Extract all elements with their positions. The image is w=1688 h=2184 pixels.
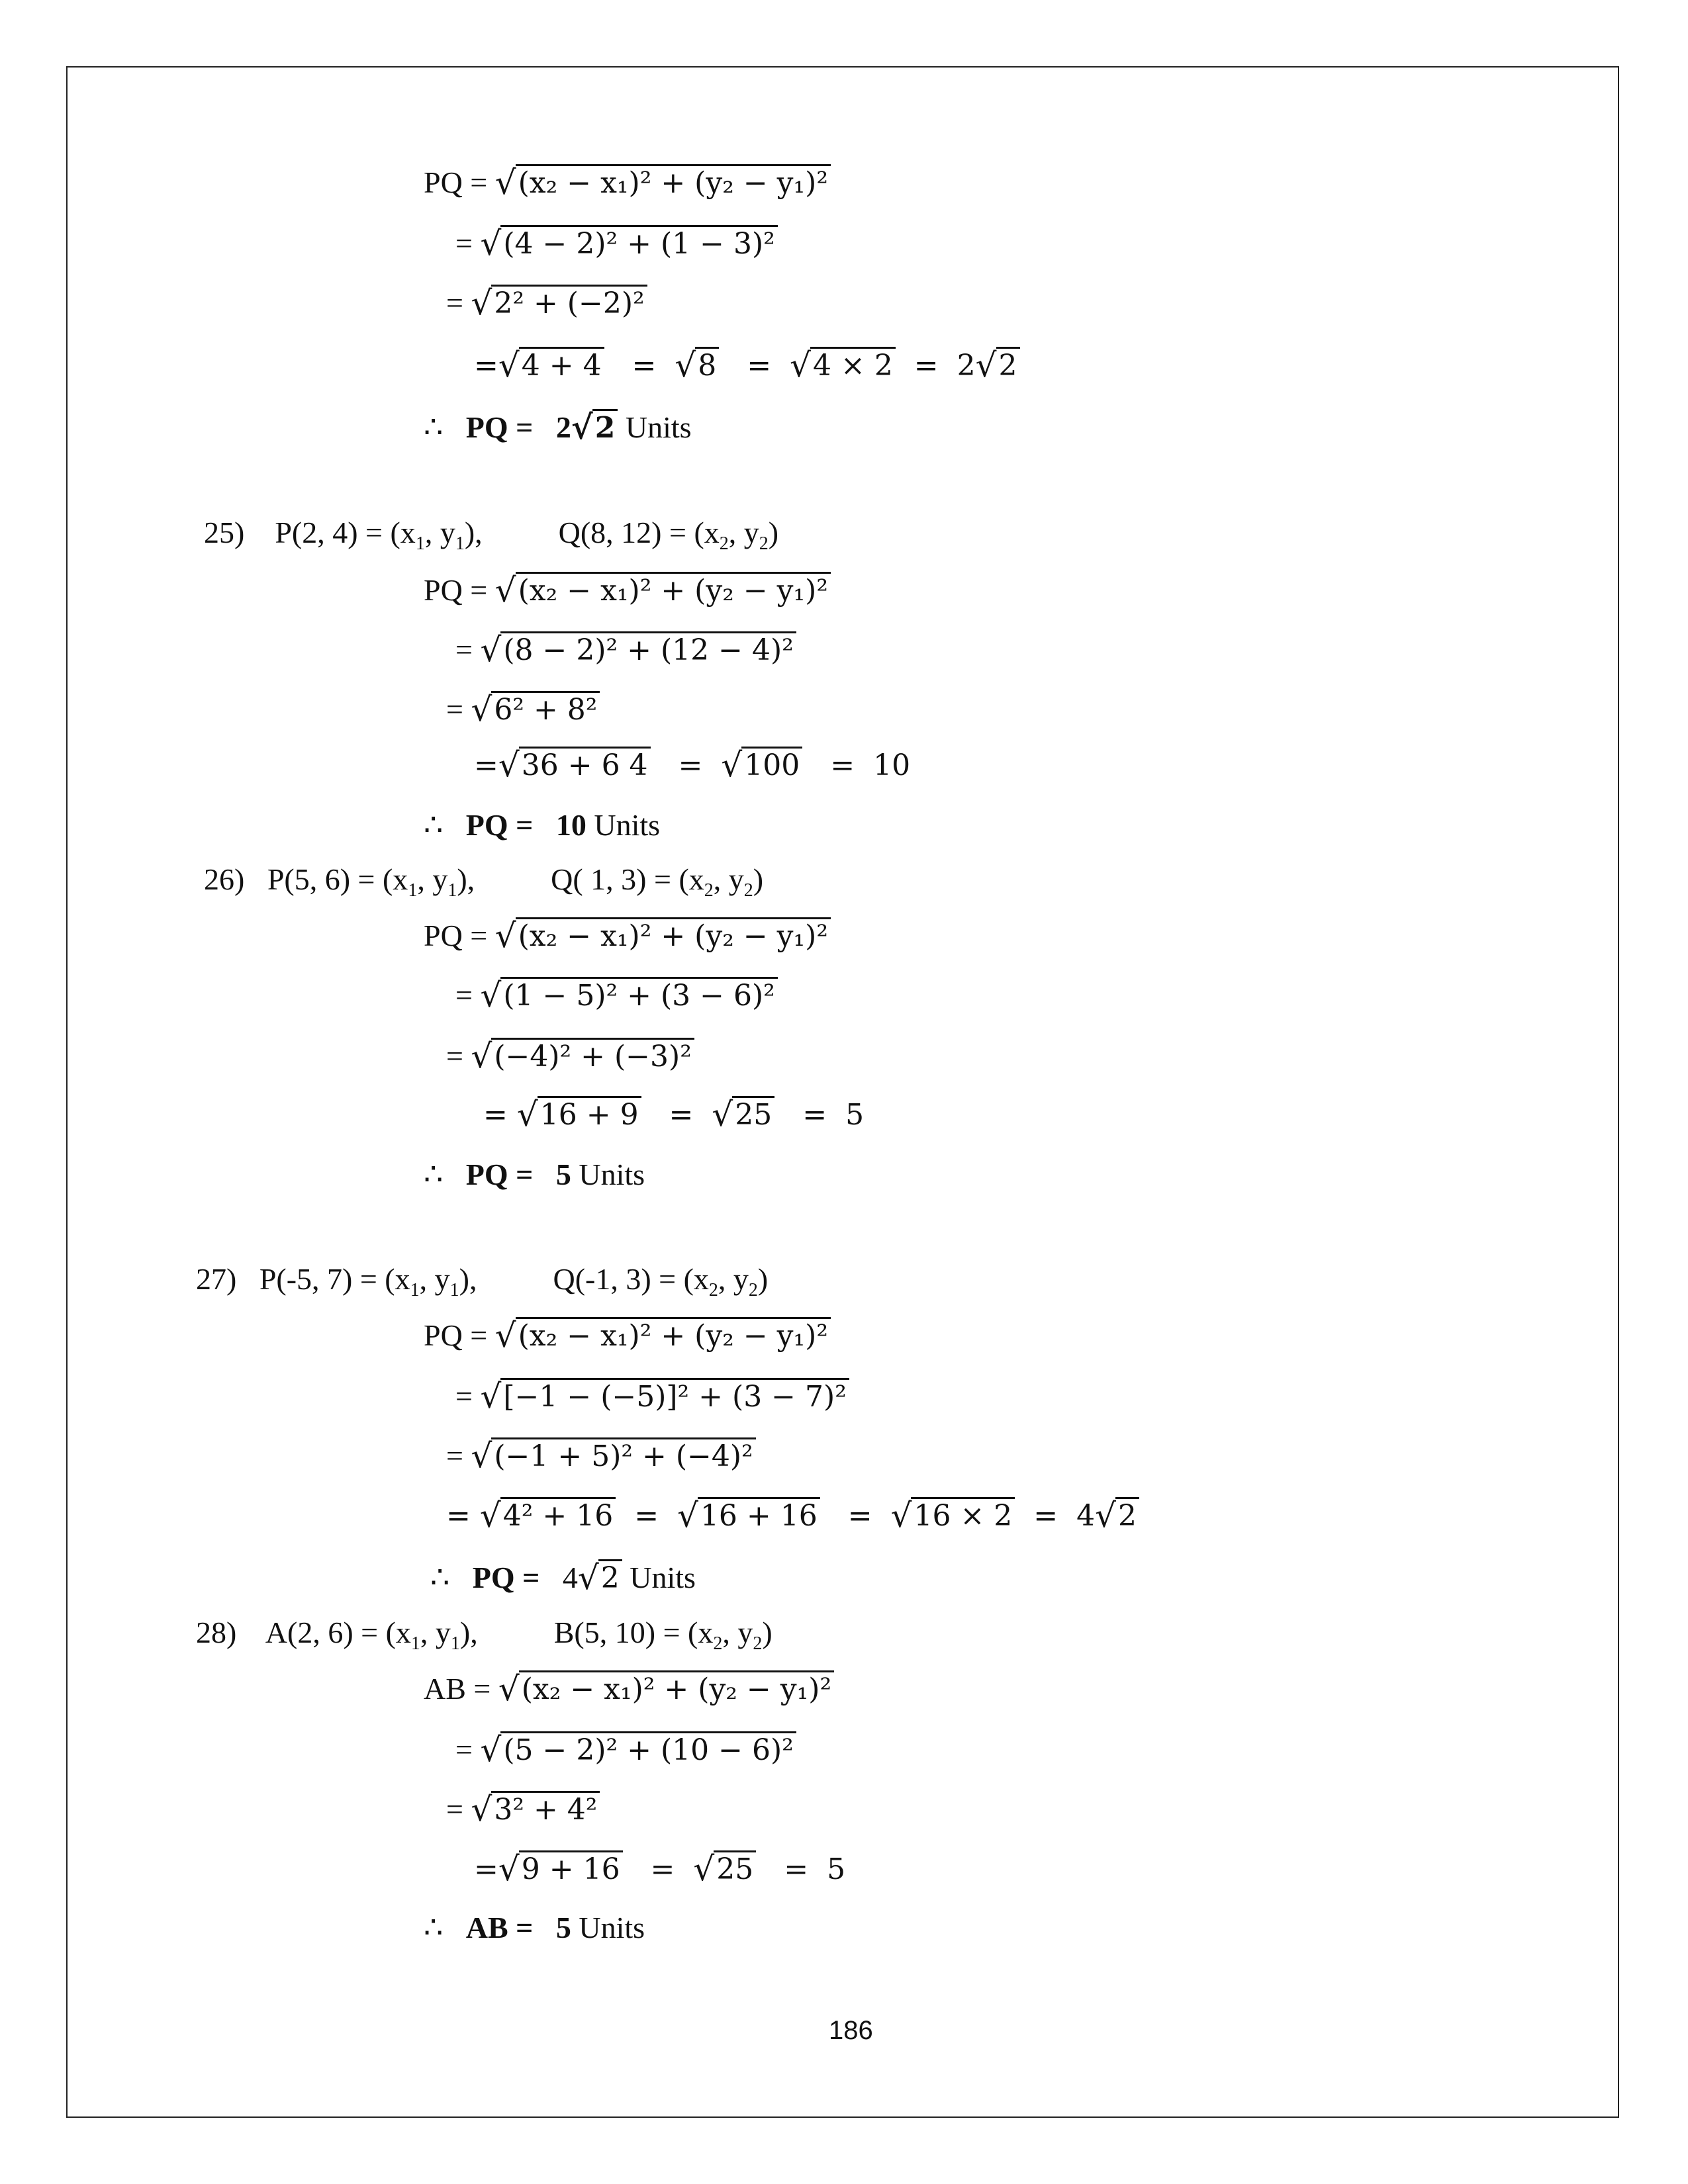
result-label: PQ = xyxy=(465,1158,534,1191)
radical: √25 xyxy=(693,1850,756,1886)
equals-sign: = xyxy=(446,692,463,726)
point-q: Q( 1, 3) = (x xyxy=(551,862,704,896)
equals-sign: = xyxy=(784,1852,809,1886)
radical: √8 xyxy=(675,347,719,382)
q28-result xyxy=(424,1913,645,1943)
therefore-symbol: ∴ xyxy=(424,808,444,842)
radical: √2 xyxy=(1095,1497,1139,1532)
q25-header xyxy=(204,518,778,553)
therefore-symbol: ∴ xyxy=(424,1158,444,1191)
sub: 2 xyxy=(719,533,729,555)
result-value: 5 xyxy=(555,1158,571,1191)
sub: 1 xyxy=(450,1633,460,1655)
result-label: PQ = xyxy=(465,410,534,444)
coefficient: 2 xyxy=(555,410,571,444)
point-q-end: ) xyxy=(768,516,779,549)
q27-header xyxy=(196,1264,768,1300)
equals-sign: = xyxy=(650,1852,675,1886)
point-q-mid: , y xyxy=(728,516,759,549)
point-q-mid: , y xyxy=(713,862,744,896)
top-line-2 xyxy=(455,224,778,263)
equals-sign: = xyxy=(446,1439,463,1473)
lhs: AB = xyxy=(424,1672,491,1706)
q26-line-4 xyxy=(483,1095,865,1134)
units-label: Units xyxy=(594,808,661,842)
value: 10 xyxy=(873,749,911,782)
question-number: 27) xyxy=(196,1262,237,1296)
therefore-symbol: ∴ xyxy=(430,1561,450,1594)
top-line-4 xyxy=(474,346,1020,385)
sub: 2 xyxy=(708,1280,718,1301)
radical: √16 × 2 xyxy=(891,1497,1015,1532)
q25-line-1 xyxy=(424,571,831,610)
equals-sign: = xyxy=(474,749,498,782)
point-a: A(2, 6) = (x xyxy=(265,1615,411,1649)
coefficient: 2 xyxy=(957,349,976,383)
point-b-mid: , y xyxy=(722,1615,753,1649)
point-p-end: ), xyxy=(459,1262,477,1296)
point-b-end: ) xyxy=(762,1615,773,1649)
sub: 1 xyxy=(410,1633,420,1655)
equals-sign: = xyxy=(634,1499,659,1533)
lhs: PQ = xyxy=(424,573,488,607)
units-label: Units xyxy=(630,1561,696,1594)
sub: 2 xyxy=(743,880,753,901)
radical: √(−1 + 5)² + (−4)² xyxy=(471,1437,755,1473)
radical: √(x₂ − x₁)² + (y₂ − y₁)² xyxy=(495,164,831,199)
point-q-mid: , y xyxy=(718,1262,749,1296)
therefore-symbol: ∴ xyxy=(424,410,444,444)
equals-sign: = xyxy=(632,349,657,383)
q28-line-3 xyxy=(446,1790,600,1829)
equals-sign: = xyxy=(847,1499,872,1533)
point-b: B(5, 10) = (x xyxy=(553,1615,714,1649)
coefficient: 4 xyxy=(1076,1499,1096,1533)
radical: √(−4)² + (−3)² xyxy=(471,1038,694,1073)
radical: √2² + (−2)² xyxy=(471,285,647,320)
question-number: 28) xyxy=(196,1615,237,1649)
q26-result xyxy=(424,1160,645,1190)
equals-sign: = xyxy=(446,1039,463,1073)
radical: √4² + 16 xyxy=(480,1497,616,1532)
point-p: P(-5, 7) = (x xyxy=(259,1262,410,1296)
q25-line-4 xyxy=(474,747,910,782)
radical: √36 + 6 4 xyxy=(498,747,651,782)
radical: √(5 − 2)² + (10 − 6)² xyxy=(480,1731,796,1766)
point-p: P(5, 6) = (x xyxy=(267,862,408,896)
q27-line-3 xyxy=(446,1437,756,1473)
radical: √2 xyxy=(571,409,618,444)
q27-line-4 xyxy=(446,1496,1139,1535)
point-q: Q(8, 12) = (x xyxy=(558,516,720,549)
point-p-mid: , y xyxy=(417,862,448,896)
q28-line-4 xyxy=(474,1850,845,1886)
page-number: 186 xyxy=(829,2016,873,2045)
radical: √2 xyxy=(976,347,1020,382)
top-result xyxy=(424,408,692,447)
question-number: 26) xyxy=(204,862,245,896)
equals-sign: = xyxy=(474,349,498,383)
radical: √(x₂ − x₁)² + (y₂ − y₁)² xyxy=(495,917,831,952)
result-label: AB = xyxy=(465,1911,534,1944)
q28-line-2 xyxy=(455,1731,796,1769)
q25-line-3 xyxy=(446,690,600,729)
lhs: PQ = xyxy=(424,1318,488,1352)
q25-line-2 xyxy=(455,631,796,669)
equals-sign: = xyxy=(669,1098,694,1132)
q27-result xyxy=(430,1559,696,1597)
radical: √9 + 16 xyxy=(498,1850,623,1886)
sub: 1 xyxy=(408,880,418,901)
lhs: PQ = xyxy=(424,919,488,952)
equals-sign: = xyxy=(1033,1499,1058,1533)
sub: 1 xyxy=(449,1280,459,1301)
point-a-mid: , y xyxy=(420,1615,451,1649)
sub: 1 xyxy=(410,1280,420,1301)
equals-sign: = xyxy=(455,226,473,260)
q25-result xyxy=(424,810,660,841)
equals-sign: = xyxy=(446,286,463,320)
equals-sign: = xyxy=(474,1852,498,1886)
equals-sign: = xyxy=(455,1733,473,1766)
point-q-end: ) xyxy=(757,1262,769,1296)
equals-sign: = xyxy=(914,349,939,383)
value: 5 xyxy=(845,1098,865,1132)
radical: √2 xyxy=(578,1559,622,1594)
radical: √16 + 9 xyxy=(517,1096,641,1131)
equals-sign: = xyxy=(455,633,473,666)
sub: 2 xyxy=(759,533,769,555)
sub: 2 xyxy=(713,1633,723,1655)
result-label: PQ = xyxy=(472,1561,540,1594)
units-label: Units xyxy=(579,1158,645,1191)
equals-sign: = xyxy=(455,978,473,1012)
point-p: P(2, 4) = (x xyxy=(275,516,416,549)
point-p-mid: , y xyxy=(424,516,455,549)
lhs: PQ = xyxy=(424,165,488,199)
radical: √(8 − 2)² + (12 − 4)² xyxy=(480,631,796,666)
coefficient: 4 xyxy=(562,1561,578,1594)
point-p-end: ), xyxy=(457,862,475,896)
q28-header xyxy=(196,1617,773,1653)
therefore-symbol: ∴ xyxy=(424,1911,444,1944)
units-label: Units xyxy=(625,410,692,444)
q26-line-1 xyxy=(424,917,831,955)
equals-sign: = xyxy=(678,749,703,782)
radical: √25 xyxy=(712,1096,774,1131)
radical: √[−1 − (−5)]² + (3 − 7)² xyxy=(480,1378,849,1413)
sub: 2 xyxy=(753,1633,763,1655)
sub: 1 xyxy=(447,880,457,901)
sub: 2 xyxy=(748,1280,758,1301)
q28-line-1 xyxy=(424,1670,834,1706)
q26-header xyxy=(204,864,763,900)
top-line-1 xyxy=(424,163,831,202)
sub: 2 xyxy=(704,880,714,901)
equals-sign: = xyxy=(455,1379,473,1413)
sub: 1 xyxy=(415,533,425,555)
q26-line-2 xyxy=(455,976,778,1015)
equals-sign: = xyxy=(747,349,772,383)
point-a-end: ), xyxy=(459,1615,478,1649)
q26-line-3 xyxy=(446,1038,694,1073)
radical: √3² + 4² xyxy=(471,1791,600,1826)
q27-line-1 xyxy=(424,1316,831,1355)
equals-sign: = xyxy=(483,1098,508,1132)
point-p-end: ), xyxy=(464,516,483,549)
radical: √16 + 16 xyxy=(677,1497,820,1532)
radical: √4 × 2 xyxy=(790,347,896,382)
result-value: 5 xyxy=(555,1911,571,1944)
point-p-mid: , y xyxy=(419,1262,450,1296)
question-number: 25) xyxy=(204,516,245,549)
q27-line-2 xyxy=(455,1377,849,1416)
point-q: Q(-1, 3) = (x xyxy=(553,1262,709,1296)
point-q-end: ) xyxy=(753,862,764,896)
units-label: Units xyxy=(579,1911,645,1944)
radical: √(x₂ − x₁)² + (y₂ − y₁)² xyxy=(495,572,831,607)
radical: √4 + 4 xyxy=(498,347,604,382)
result-value: 10 xyxy=(555,808,586,842)
radical: √(1 − 5)² + (3 − 6)² xyxy=(480,977,777,1012)
equals-sign: = xyxy=(446,1792,463,1826)
radical: √(x₂ − x₁)² + (y₂ − y₁)² xyxy=(495,1317,831,1352)
radical: √100 xyxy=(721,747,802,782)
equals-sign: = xyxy=(830,749,855,782)
radical: √(4 − 2)² + (1 − 3)² xyxy=(480,225,777,260)
radical: √6² + 8² xyxy=(471,691,600,726)
radical: √(x₂ − x₁)² + (y₂ − y₁)² xyxy=(498,1670,834,1706)
value: 5 xyxy=(827,1852,846,1886)
equals-sign: = xyxy=(446,1499,471,1533)
equals-sign: = xyxy=(802,1098,827,1132)
result-label: PQ = xyxy=(465,808,534,842)
sub: 1 xyxy=(455,533,465,555)
top-line-3 xyxy=(446,285,647,320)
